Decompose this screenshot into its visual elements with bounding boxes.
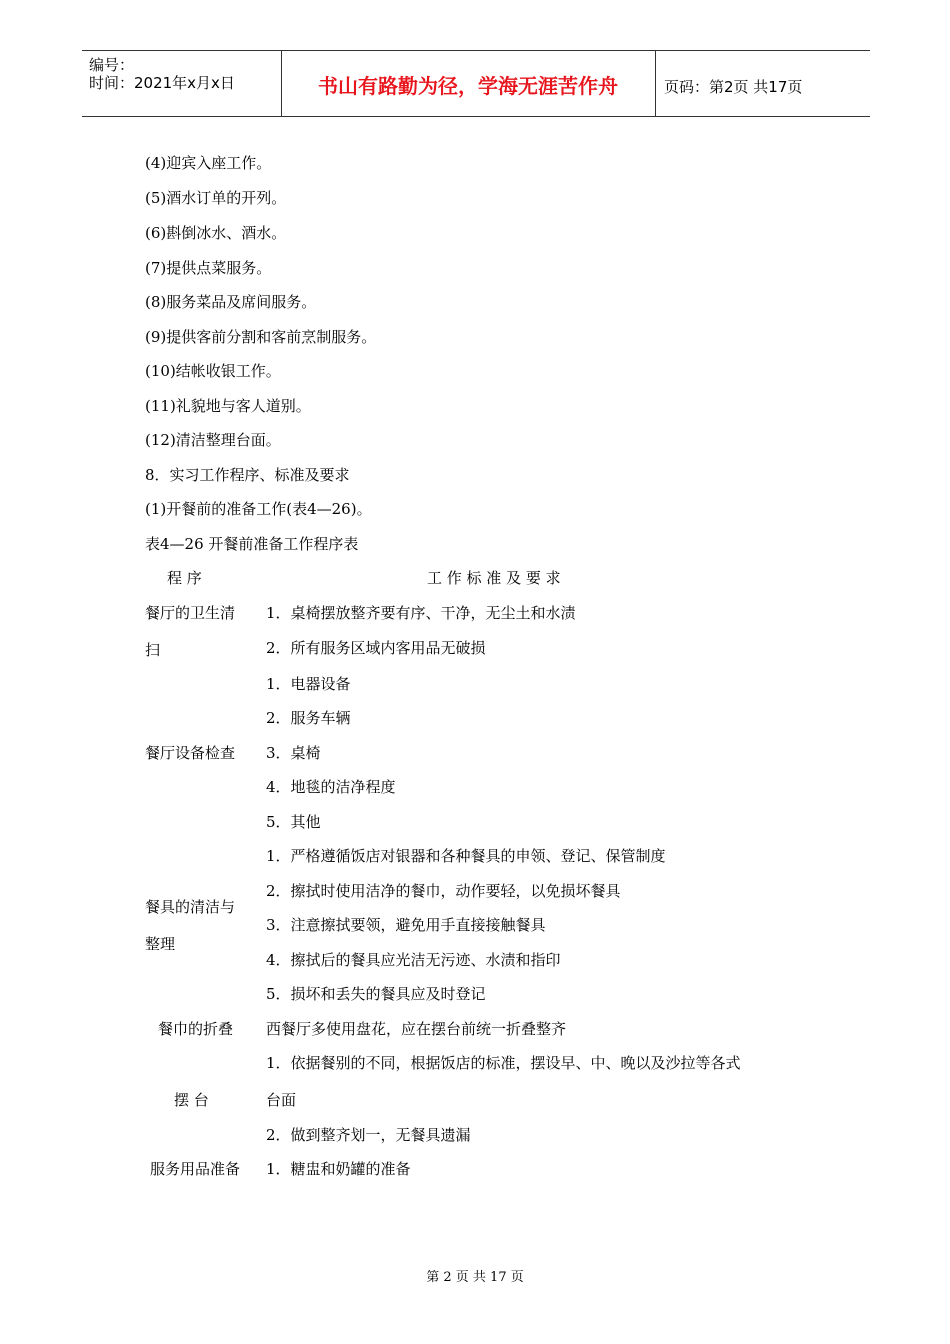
document-number-label: 编号： [89,56,135,74]
table-standard-item: 1．桌椅摆放整齐要有序、干净，无尘土和水渍 [266,604,576,622]
header-bottom-rule [82,116,870,117]
table-header-standard: 工 作 标 准 及 要 求 [427,569,561,587]
table-procedure-cell: 摆 台 [174,1091,209,1109]
body-line: (10)结帐收银工作。 [145,362,281,380]
table-standard-item: 5．损坏和丢失的餐具应及时登记 [266,985,486,1003]
header-divider-right [655,50,656,117]
table-procedure-cell: 餐具的清洁与 [145,898,236,916]
table-caption: 表4—26 开餐前准备工作程序表 [145,535,359,553]
table-standard-item: 4．擦拭后的餐具应光洁无污迹、水渍和指印 [266,951,561,969]
table-standard-item: 4．地毯的洁净程度 [266,778,396,796]
body-line: (4)迎宾入座工作。 [145,154,272,172]
table-standard-item: 1．电器设备 [266,675,351,693]
table-standard-item: 2．服务车辆 [266,709,351,727]
table-standard-item: 2．擦拭时使用洁净的餐巾，动作要轻，以免损坏餐具 [266,882,621,900]
table-standard-item: 3．桌椅 [266,744,321,762]
table-procedure-cell: 扫 [145,641,161,659]
table-standard-item: 2．所有服务区域内客用品无破损 [266,639,486,657]
table-procedure-cell: 餐厅设备检查 [145,744,236,762]
body-line: (11)礼貌地与客人道别。 [145,397,311,415]
table-standard-item: 西餐厅多使用盘花，应在摆台前统一折叠整齐 [266,1020,567,1038]
body-line: (8)服务菜品及席间服务。 [145,293,317,311]
body-line: (6)斟倒冰水、酒水。 [145,224,287,242]
body-line: (12)清洁整理台面。 [145,431,281,449]
table-header-procedure: 程 序 [167,569,202,587]
body-line: (1)开餐前的准备工作(表4—26)。 [145,500,372,518]
document-time-label: 时间：2021年x月x日 [89,74,235,92]
table-standard-item: 台面 [266,1091,297,1109]
section-heading: 8．实习工作程序、标准及要求 [145,466,350,484]
table-standard-item: 1．严格遵循饭店对银器和各种餐具的申领、登记、保管制度 [266,847,666,865]
header-page-info: 页码：第2页 共17页 [664,78,803,96]
table-standard-item: 5．其他 [266,813,321,831]
table-procedure-cell: 整理 [145,935,176,953]
table-procedure-cell: 服务用品准备 [150,1160,241,1178]
table-standard-item: 3．注意擦拭要领，避免用手直接接触餐具 [266,916,546,934]
table-procedure-cell: 餐巾的折叠 [158,1020,234,1038]
body-line: (9)提供客前分割和客前烹制服务。 [145,328,377,346]
table-standard-item: 1．依据餐别的不同，根据饭店的标准，摆设早、中、晚以及沙拉等各式 [266,1054,741,1072]
header-top-rule [82,50,870,51]
table-standard-item: 1．糖盅和奶罐的准备 [266,1160,411,1178]
table-procedure-cell: 餐厅的卫生清 [145,604,236,622]
page-footer: 第 2 页 共 17 页 [426,1270,524,1285]
header-motto: 书山有路勤为径，学海无涯苦作舟 [318,74,618,98]
body-line: (5)酒水订单的开列。 [145,189,287,207]
body-line: (7)提供点菜服务。 [145,259,272,277]
table-standard-item: 2．做到整齐划一，无餐具遗漏 [266,1126,471,1144]
